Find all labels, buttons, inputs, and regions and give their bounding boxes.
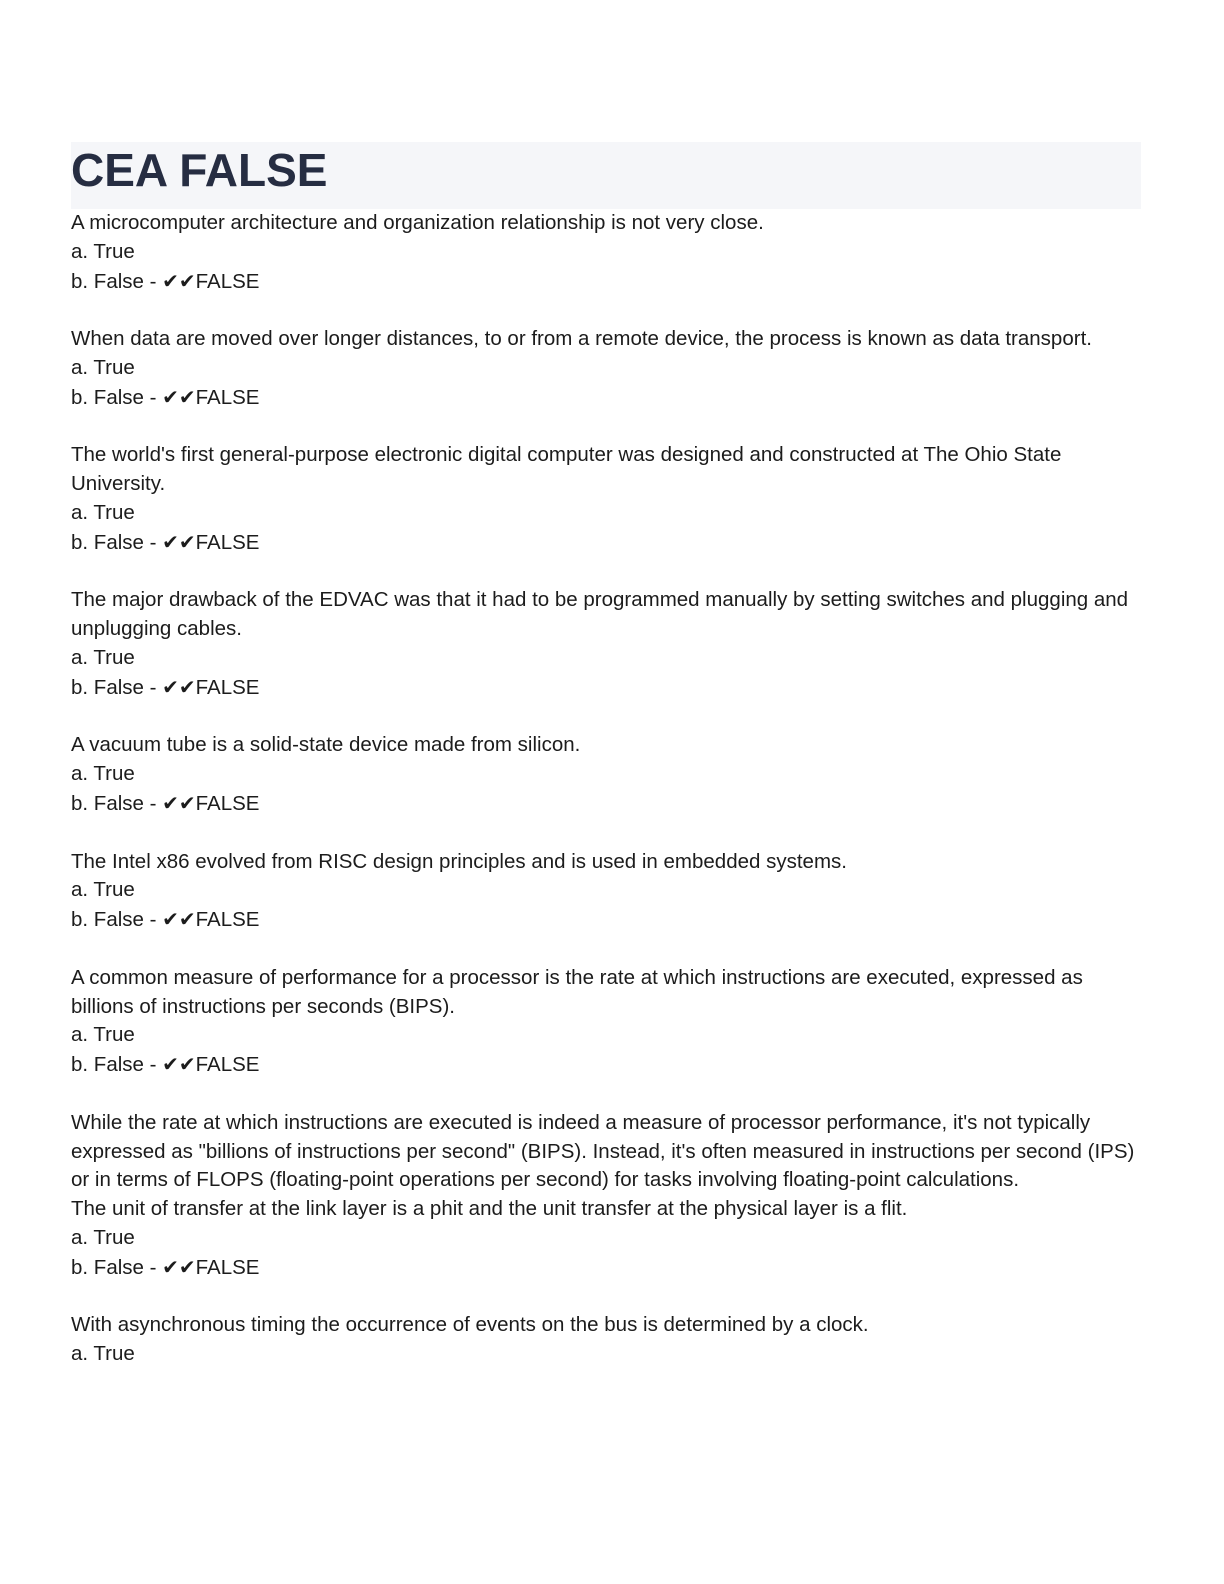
option-b-label: b. False - (71, 908, 163, 932)
check-mark-icon: ✔✔ (162, 1254, 196, 1279)
option-b (71, 1253, 1141, 1283)
option-b-label: b. False - (71, 1053, 163, 1077)
question-item-6 (71, 848, 1141, 935)
check-mark-icon: ✔✔ (162, 384, 196, 409)
check-mark-icon: ✔✔ (162, 1052, 196, 1077)
answer-text: FALSE (195, 1053, 260, 1077)
option-b (71, 1050, 1141, 1080)
option-b-label: b. False - (71, 1255, 163, 1279)
option-a: a. True (71, 500, 135, 524)
check-mark-icon: ✔✔ (162, 529, 196, 554)
question-text: With asynchronous timing the occurrence of events on the bus is determined by a clock. (71, 1313, 869, 1337)
explanation-and-question-8 (71, 1109, 1141, 1283)
answer-text: FALSE (195, 530, 260, 554)
option-a: a. True (71, 878, 135, 902)
option-a: a. True (71, 1225, 135, 1249)
question-item-9 (71, 1311, 1141, 1369)
question-text: The world's first general-purpose electronic digital computer was designed and constructed at The Ohio State University. (71, 443, 1062, 496)
option-b (71, 905, 1141, 935)
question-text: A microcomputer architecture and organization relationship is not very close. (71, 211, 764, 234)
option-b (71, 383, 1141, 413)
answer-text: FALSE (195, 1255, 260, 1279)
option-b-label: b. False - (71, 269, 163, 293)
question-item-2 (71, 325, 1141, 412)
option-b (71, 528, 1141, 558)
check-mark-icon: ✔✔ (162, 790, 196, 815)
option-b-label: b. False - (71, 675, 163, 699)
question-item-1 (71, 209, 1141, 296)
option-b (71, 789, 1141, 819)
check-mark-icon: ✔✔ (162, 674, 196, 699)
option-b (71, 673, 1141, 703)
option-a: a. True (71, 239, 135, 263)
option-b-label: b. False - (71, 385, 163, 409)
option-a: a. True (71, 355, 135, 379)
question-list (71, 209, 1141, 1369)
explanation-text: While the rate at which instructions are executed is indeed a measure of processor performance, it's not typically expressed as "billions of instructions per second" (BIPS). Instead, it's often measured in instructions per second (IPS) or in terms of FLOPS (floating-point operations per second) for tasks involving floating-point calculations. (71, 1110, 1135, 1192)
option-b (71, 267, 1141, 297)
option-a: a. True (71, 645, 135, 669)
option-b-label: b. False - (71, 791, 163, 815)
option-a: a. True (71, 1023, 135, 1047)
option-a: a. True (71, 1342, 135, 1366)
question-item-7 (71, 964, 1141, 1080)
question-text: A vacuum tube is a solid-state device made from silicon. (71, 733, 581, 757)
question-text: The unit of transfer at the link layer is a phit and the unit transfer at the physical layer is a flit. (71, 1197, 908, 1221)
check-mark-icon: ✔✔ (162, 268, 196, 293)
page-title: CEA FALSE (71, 144, 328, 196)
option-b-label: b. False - (71, 530, 163, 554)
question-item-3 (71, 441, 1141, 557)
answer-text: FALSE (195, 675, 260, 699)
title-bar (71, 142, 1141, 209)
question-text: The major drawback of the EDVAC was that it had to be programmed manually by setting switches and plugging and unplugging cables. (71, 588, 1129, 641)
answer-text: FALSE (195, 269, 260, 293)
answer-text: FALSE (195, 908, 260, 932)
question-item-4 (71, 586, 1141, 702)
question-text: The Intel x86 evolved from RISC design principles and is used in embedded systems. (71, 849, 847, 873)
question-item-5 (71, 731, 1141, 818)
check-mark-icon: ✔✔ (162, 907, 196, 932)
question-text: When data are moved over longer distances, to or from a remote device, the process is known as data transport. (71, 327, 1092, 351)
question-text: A common measure of performance for a processor is the rate at which instructions are executed, expressed as billions of instructions per seconds (BIPS). (71, 965, 1083, 1018)
option-a: a. True (71, 762, 135, 786)
answer-text: FALSE (195, 791, 260, 815)
answer-text: FALSE (195, 385, 260, 409)
document-page (71, 142, 1141, 1369)
